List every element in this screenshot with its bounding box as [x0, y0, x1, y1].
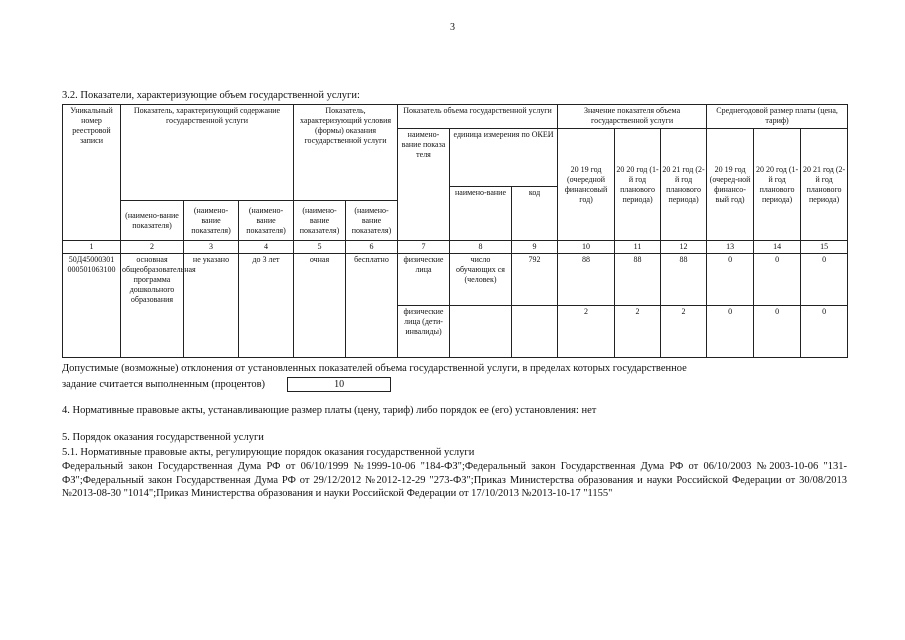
condition-fee-cell: бесплатно: [346, 254, 398, 358]
column-number: 4: [239, 241, 294, 254]
header-unit-name: наимено-вание: [450, 187, 512, 241]
column-number: 3: [184, 241, 239, 254]
header-subname: (наимено-вание показателя): [239, 201, 294, 241]
fee-value-cell: 0: [707, 306, 754, 358]
column-number: 14: [754, 241, 801, 254]
unit-name-cell: число обучающих ся (человек): [450, 254, 512, 306]
header-content-indicator: Показатель, характеризующий содержание государственной услуги: [121, 105, 294, 201]
registry-number-cell: 50Д45000301 000501063100: [63, 254, 121, 358]
column-number: 12: [661, 241, 707, 254]
header-unit-code: код: [512, 187, 558, 241]
header-unique-number: Уникальный номер реестровой записи: [63, 105, 121, 241]
section-5-1-text: Федеральный закон Государственная Дума РФ от 06/10/1999 №1999-10-06 "184-ФЗ";Федеральный закон Государственная Дума РФ от 06/10/2003 №2003-10-06 "131-ФЗ";Федеральный закон Государственная Дума РФ от 29/12/2012 №2012-12-29 "273-ФЗ";Приказ Министерства образования и науки Российской Федерации от 30/08/2013 №2013-08-30 "1014";Приказ Министерства образования и науки Российской Федерации от 17/10/2013 №2013-10-17 "1155": [62, 461, 847, 499]
header-subname: (наимено-вание показателя): [184, 201, 239, 241]
category-cell: физические лица: [398, 254, 450, 306]
deviation-value-box: 10: [287, 377, 391, 392]
volume-value-cell: 88: [615, 254, 661, 306]
header-unit: единица измерения по ОКЕИ: [450, 129, 558, 187]
header-fee-year-3: 20 21 год (2-й год планового периода): [801, 129, 848, 241]
volume-value-cell: 88: [558, 254, 615, 306]
content-age-cell: до 3 лет: [239, 254, 294, 358]
volume-value-cell: 88: [661, 254, 707, 306]
column-number: 1: [63, 241, 121, 254]
header-subname: (наимено-вание показателя): [346, 201, 398, 241]
header-fee-year-1: 20 19 год (очеред-ной финансо-вый год): [707, 129, 754, 241]
section-title: 3.2. Показатели, характеризующие объем государственной услуги:: [62, 90, 360, 101]
volume-indicators-table: [62, 104, 848, 358]
header-condition-indicator: Показатель, характеризующий условия (формы) оказания государственной услуги: [294, 105, 398, 201]
condition-form-cell: очная: [294, 254, 346, 358]
volume-value-cell: 2: [661, 306, 707, 358]
column-number: 9: [512, 241, 558, 254]
fee-value-cell: 0: [707, 254, 754, 306]
volume-value-cell: 2: [615, 306, 661, 358]
column-number: 13: [707, 241, 754, 254]
fee-value-cell: 0: [754, 254, 801, 306]
column-number: 5: [294, 241, 346, 254]
column-number: 6: [346, 241, 398, 254]
deviation-text: Допустимые (возможные) отклонения от установленных показателей объема государственной услуги, в пределах которых государственное: [62, 363, 687, 374]
header-indicator-name: наимено-вание показа теля: [398, 129, 450, 241]
header-average-fee: Среднегодовой размер платы (цена, тариф): [707, 105, 848, 129]
header-year-1: 20 19 год (очередной финансовый год): [558, 129, 615, 241]
header-volume-value: Значение показателя объема государственной услуги: [558, 105, 707, 129]
volume-value-cell: 2: [558, 306, 615, 358]
column-number: 8: [450, 241, 512, 254]
fee-value-cell: 0: [801, 306, 848, 358]
header-year-3: 20 21 год (2-й год планового периода): [661, 129, 707, 241]
column-number: 15: [801, 241, 848, 254]
fee-value-cell: 0: [754, 306, 801, 358]
header-fee-year-2: 20 20 год (1-й год планового периода): [754, 129, 801, 241]
column-number: 7: [398, 241, 450, 254]
header-year-2: 20 20 год (1-й год планового периода): [615, 129, 661, 241]
unit-name-cell: [450, 306, 512, 358]
section-5-1-title: 5.1. Нормативные правовые акты, регулирующие порядок оказания государственной услуги: [62, 447, 475, 458]
content-program-cell: основная общеобразовательная программа дошкольного образования: [121, 254, 184, 358]
header-subname: (наимено-вание показателя): [121, 201, 184, 241]
deviation-line: [62, 377, 847, 392]
column-number: 10: [558, 241, 615, 254]
category-cell: физические лица (дети-инвалиды): [398, 306, 450, 358]
page-number: 3: [450, 22, 455, 33]
deviation-label: задание считается выполненным (процентов): [62, 378, 266, 390]
fee-value-cell: 0: [801, 254, 848, 306]
unit-code-cell: [512, 306, 558, 358]
content-specified-cell: не указано: [184, 254, 239, 358]
column-number: 11: [615, 241, 661, 254]
section-5-title: 5. Порядок оказания государственной услуги: [62, 432, 264, 443]
column-number: 2: [121, 241, 184, 254]
unit-code-cell: 792: [512, 254, 558, 306]
section-4: 4. Нормативные правовые акты, устанавливающие размер платы (цену, тариф) либо порядок ее (его) установления: нет: [62, 405, 597, 416]
header-subname: (наимено-вание показателя): [294, 201, 346, 241]
header-volume-indicator: Показатель объема государственной услуги: [398, 105, 558, 129]
